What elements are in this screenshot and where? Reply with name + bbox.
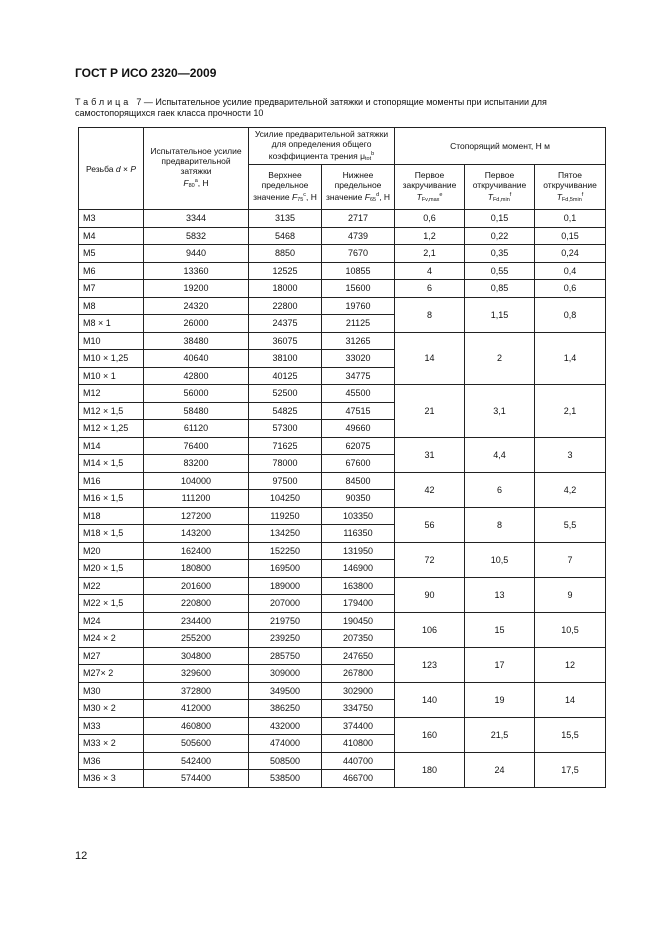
cell-lower-limit: 163800 [322,577,395,595]
cell-test-load: 13360 [144,262,249,280]
cell-lower-limit: 49660 [322,420,395,438]
cell-lower-limit: 10855 [322,262,395,280]
cell-lower-limit: 7670 [322,245,395,263]
cell-lower-limit: 31265 [322,332,395,350]
cell-lower-limit: 67600 [322,455,395,473]
data-table [78,127,606,788]
cell-upper-limit: 207000 [249,595,322,613]
header-test-load: Испытательное усилие предварительной затяжки F80$^a$, Н [144,128,249,210]
table-row [79,210,606,228]
cell-test-load: 3344 [144,210,249,228]
cell-upper-limit: 474000 [249,735,322,753]
cell-first-loosening: 15 [465,612,535,647]
cell-thread: М7 [79,280,144,298]
cell-test-load: 574400 [144,770,249,788]
cell-lower-limit: 116350 [322,525,395,543]
cell-first-loosening: 6 [465,472,535,507]
table-row [79,262,606,280]
cell-upper-limit: 8850 [249,245,322,263]
cell-lower-limit: 47515 [322,402,395,420]
cell-upper-limit: 22800 [249,297,322,315]
cell-test-load: 26000 [144,315,249,333]
cell-first-loosening: 21,5 [465,717,535,752]
header-fifth-loosening: Пятое откручивание $TFd,5\min^f$ [535,165,606,210]
header-thread: Резьба d × P [79,128,144,210]
cell-upper-limit: 5468 [249,227,322,245]
table-row [79,612,606,630]
cell-thread: М36 × 3 [79,770,144,788]
cell-first-loosening: 0,85 [465,280,535,298]
table-row [79,385,606,403]
cell-first-loosening: 1,15 [465,297,535,332]
cell-upper-limit: 78000 [249,455,322,473]
cell-upper-limit: 54825 [249,402,322,420]
cell-test-load: 83200 [144,455,249,473]
cell-fifth-loosening: 0,1 [535,210,606,228]
cell-lower-limit: 21125 [322,315,395,333]
cell-test-load: 201600 [144,577,249,595]
cell-first-tightening: 90 [395,577,465,612]
cell-thread: М8 × 1 [79,315,144,333]
table-caption [75,97,610,119]
cell-thread: М30 [79,682,144,700]
cell-lower-limit: 247650 [322,647,395,665]
cell-thread: М33 × 2 [79,735,144,753]
cell-first-tightening: 72 [395,542,465,577]
cell-lower-limit: 146900 [322,560,395,578]
cell-upper-limit: 432000 [249,717,322,735]
cell-upper-limit: 18000 [249,280,322,298]
caption-number: 7 [136,97,142,107]
caption-label: Таблица [75,97,132,107]
cell-first-loosening: 0,55 [465,262,535,280]
cell-thread: М12 [79,385,144,403]
cell-upper-limit: 57300 [249,420,322,438]
cell-thread: М16 [79,472,144,490]
cell-lower-limit: 90350 [322,490,395,508]
table-row [79,297,606,315]
cell-thread: М10 [79,332,144,350]
cell-lower-limit: 131950 [322,542,395,560]
cell-thread: М18 × 1,5 [79,525,144,543]
cell-first-loosening: 10,5 [465,542,535,577]
cell-first-tightening: 21 [395,385,465,438]
cell-lower-limit: 179400 [322,595,395,613]
header-preload-group: Усилие предварительной затяжки для определения общего коэффициента трения μtot$^b$ [249,128,395,165]
cell-lower-limit: 410800 [322,735,395,753]
cell-thread: М14 × 1,5 [79,455,144,473]
cell-upper-limit: 189000 [249,577,322,595]
cell-thread: М24 [79,612,144,630]
cell-thread: М20 × 1,5 [79,560,144,578]
cell-test-load: 40640 [144,350,249,368]
cell-fifth-loosening: 5,5 [535,507,606,542]
cell-thread: М12 × 1,5 [79,402,144,420]
cell-thread: М8 [79,297,144,315]
cell-thread: М22 × 1,5 [79,595,144,613]
cell-fifth-loosening: 1,4 [535,332,606,385]
cell-upper-limit: 36075 [249,332,322,350]
cell-first-tightening: 31 [395,437,465,472]
cell-first-loosening: 8 [465,507,535,542]
cell-first-tightening: 8 [395,297,465,332]
cell-test-load: 42800 [144,367,249,385]
cell-upper-limit: 152250 [249,542,322,560]
header-lower-limit: Нижнее предельное значение F65$^d$, Н [322,165,395,210]
cell-first-loosening: 0,22 [465,227,535,245]
cell-thread: М3 [79,210,144,228]
cell-upper-limit: 119250 [249,507,322,525]
document-title: ГОСТ Р ИСО 2320—2009 [75,66,217,80]
cell-test-load: 143200 [144,525,249,543]
cell-upper-limit: 38100 [249,350,322,368]
cell-test-load: 542400 [144,752,249,770]
cell-upper-limit: 538500 [249,770,322,788]
header-first-loosening: Первое откручивание $TFd,\min^f$ [465,165,535,210]
cell-test-load: 304800 [144,647,249,665]
cell-first-loosening: 0,15 [465,210,535,228]
cell-first-tightening: 42 [395,472,465,507]
cell-fifth-loosening: 4,2 [535,472,606,507]
table-row [79,682,606,700]
caption-text: — Испытательное усилие предварительной затяжки и стопорящие моменты при испытании для самостопорящихся гаек класса прочности 10 [75,97,547,118]
cell-lower-limit: 302900 [322,682,395,700]
cell-test-load: 505600 [144,735,249,753]
cell-test-load: 24320 [144,297,249,315]
cell-lower-limit: 207350 [322,630,395,648]
cell-fifth-loosening: 14 [535,682,606,717]
cell-test-load: 255200 [144,630,249,648]
cell-test-load: 372800 [144,682,249,700]
cell-upper-limit: 97500 [249,472,322,490]
table-row [79,507,606,525]
cell-test-load: 329600 [144,665,249,683]
page-number: 12 [75,850,88,862]
table-row [79,332,606,350]
table-row [79,437,606,455]
cell-test-load: 19200 [144,280,249,298]
cell-lower-limit: 33020 [322,350,395,368]
header-torque-group: Стопорящий момент, Н м [395,128,606,165]
cell-upper-limit: 12525 [249,262,322,280]
cell-upper-limit: 219750 [249,612,322,630]
cell-fifth-loosening: 17,5 [535,752,606,787]
cell-thread: М18 [79,507,144,525]
cell-test-load: 127200 [144,507,249,525]
cell-thread: М24 × 2 [79,630,144,648]
cell-upper-limit: 134250 [249,525,322,543]
table-row [79,245,606,263]
cell-upper-limit: 285750 [249,647,322,665]
cell-lower-limit: 374400 [322,717,395,735]
cell-upper-limit: 52500 [249,385,322,403]
cell-first-loosening: 3,1 [465,385,535,438]
cell-lower-limit: 84500 [322,472,395,490]
cell-fifth-loosening: 0,6 [535,280,606,298]
cell-test-load: 220800 [144,595,249,613]
cell-upper-limit: 386250 [249,700,322,718]
cell-lower-limit: 2717 [322,210,395,228]
cell-lower-limit: 34775 [322,367,395,385]
cell-upper-limit: 508500 [249,752,322,770]
cell-first-tightening: 180 [395,752,465,787]
cell-upper-limit: 104250 [249,490,322,508]
table-row [79,647,606,665]
cell-lower-limit: 15600 [322,280,395,298]
cell-first-loosening: 13 [465,577,535,612]
cell-first-tightening: 14 [395,332,465,385]
cell-test-load: 5832 [144,227,249,245]
cell-upper-limit: 349500 [249,682,322,700]
table-row [79,717,606,735]
cell-upper-limit: 169500 [249,560,322,578]
table-row [79,227,606,245]
cell-test-load: 61120 [144,420,249,438]
cell-fifth-loosening: 0,8 [535,297,606,332]
cell-lower-limit: 103350 [322,507,395,525]
cell-test-load: 412000 [144,700,249,718]
cell-thread: М27× 2 [79,665,144,683]
cell-lower-limit: 190450 [322,612,395,630]
cell-first-tightening: 2,1 [395,245,465,263]
cell-fifth-loosening: 7 [535,542,606,577]
cell-thread: М6 [79,262,144,280]
cell-lower-limit: 440700 [322,752,395,770]
cell-thread: М22 [79,577,144,595]
cell-first-tightening: 123 [395,647,465,682]
cell-upper-limit: 309000 [249,665,322,683]
cell-first-tightening: 6 [395,280,465,298]
cell-fifth-loosening: 0,4 [535,262,606,280]
cell-fifth-loosening: 3 [535,437,606,472]
cell-first-tightening: 1,2 [395,227,465,245]
cell-first-tightening: 4 [395,262,465,280]
cell-fifth-loosening: 9 [535,577,606,612]
cell-upper-limit: 40125 [249,367,322,385]
cell-test-load: 111200 [144,490,249,508]
cell-thread: М27 [79,647,144,665]
cell-lower-limit: 62075 [322,437,395,455]
cell-thread: М10 × 1 [79,367,144,385]
cell-thread: М36 [79,752,144,770]
cell-thread: М33 [79,717,144,735]
cell-test-load: 234400 [144,612,249,630]
cell-fifth-loosening: 15,5 [535,717,606,752]
header-first-tightening: Первое закручивание $TFv,\max^e$ [395,165,465,210]
cell-first-tightening: 0,6 [395,210,465,228]
table-row [79,280,606,298]
cell-test-load: 460800 [144,717,249,735]
cell-first-loosening: 19 [465,682,535,717]
cell-thread: М10 × 1,25 [79,350,144,368]
cell-upper-limit: 24375 [249,315,322,333]
cell-lower-limit: 334750 [322,700,395,718]
cell-first-loosening: 4,4 [465,437,535,472]
cell-first-tightening: 56 [395,507,465,542]
cell-lower-limit: 466700 [322,770,395,788]
cell-thread: М5 [79,245,144,263]
cell-fifth-loosening: 0,24 [535,245,606,263]
cell-lower-limit: 4739 [322,227,395,245]
cell-test-load: 58480 [144,402,249,420]
cell-thread: М12 × 1,25 [79,420,144,438]
cell-first-tightening: 106 [395,612,465,647]
cell-upper-limit: 3135 [249,210,322,228]
cell-lower-limit: 267800 [322,665,395,683]
cell-fifth-loosening: 2,1 [535,385,606,438]
cell-thread: М30 × 2 [79,700,144,718]
table-row [79,577,606,595]
cell-test-load: 56000 [144,385,249,403]
table-row [79,542,606,560]
cell-thread: М20 [79,542,144,560]
cell-lower-limit: 45500 [322,385,395,403]
cell-lower-limit: 19760 [322,297,395,315]
table-row [79,472,606,490]
cell-first-loosening: 2 [465,332,535,385]
cell-fifth-loosening: 10,5 [535,612,606,647]
cell-test-load: 76400 [144,437,249,455]
table-row [79,752,606,770]
cell-thread: М14 [79,437,144,455]
cell-first-tightening: 160 [395,717,465,752]
cell-test-load: 180800 [144,560,249,578]
cell-thread: М4 [79,227,144,245]
cell-first-loosening: 0,35 [465,245,535,263]
cell-test-load: 104000 [144,472,249,490]
cell-first-tightening: 140 [395,682,465,717]
cell-first-loosening: 17 [465,647,535,682]
header-upper-limit: Верхнее предельное значение F75$^c$, Н [249,165,322,210]
cell-upper-limit: 239250 [249,630,322,648]
cell-thread: М16 × 1,5 [79,490,144,508]
cell-test-load: 162400 [144,542,249,560]
cell-test-load: 38480 [144,332,249,350]
cell-first-loosening: 24 [465,752,535,787]
cell-fifth-loosening: 0,15 [535,227,606,245]
cell-test-load: 9440 [144,245,249,263]
cell-fifth-loosening: 12 [535,647,606,682]
cell-upper-limit: 71625 [249,437,322,455]
